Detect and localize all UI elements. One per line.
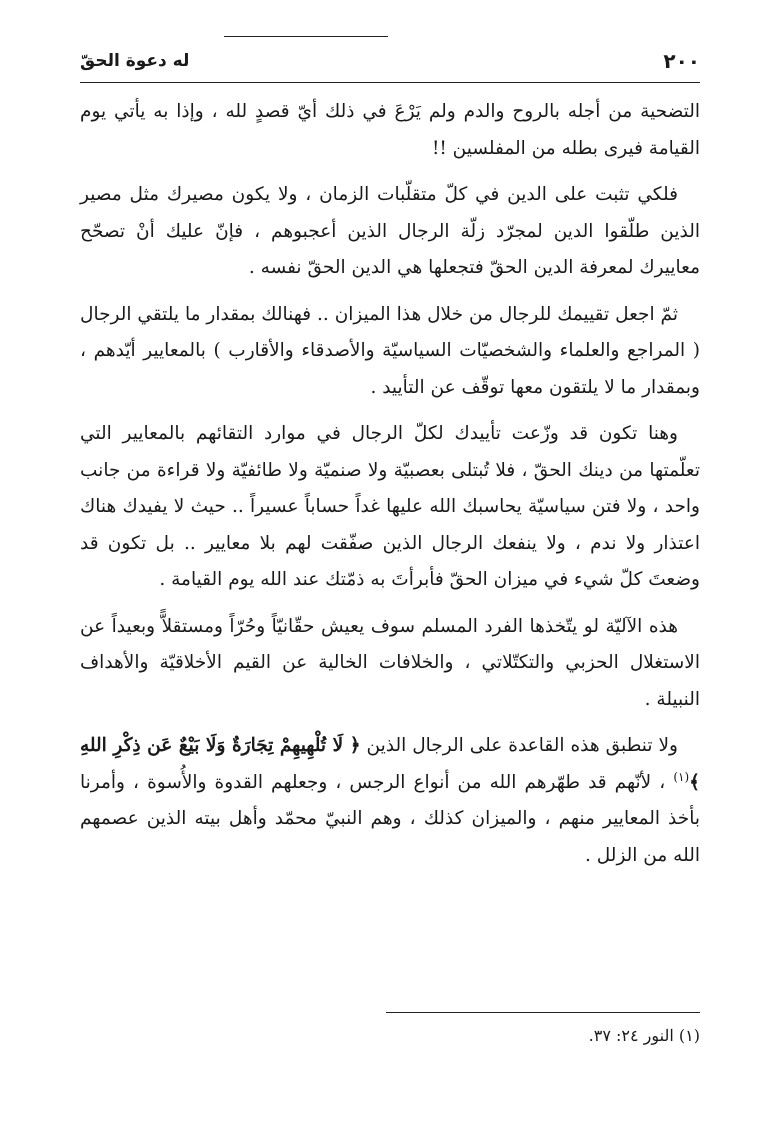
paragraph-6-rest: ، لأنّهم قد طهّرهم الله من أنواع الرجس ، وجعلهم القدوة والأُسوة ، وأمرنا بأخذ المعايير منهم ، والميزان كذلك ، وهم النبيّ محمّد وأهل بيته الذين عصمهم الله من الزلل . — [80, 771, 700, 866]
paragraph-6-lead: ولا تنطبق هذه القاعدة على الرجال الذين — [366, 735, 678, 756]
running-title: له دعوة الحقّ — [80, 51, 190, 71]
paragraph-2: فلكي تثبت على الدين في كلّ متقلّبات الزمان ، ولا يكون مصيرك مثل مصير الذين طلّقوا الدين لمجرّد زلّة الرجال الذين أعجبوهم ، فإنّ عليك أنْ تصحّح معاييرك لمعرفة الدين الحقّ فتجعلها هي الدين الحقّ نفسه . — [80, 184, 700, 278]
header-top-rule — [224, 36, 388, 37]
header-underline — [80, 82, 700, 83]
paragraph-1: التضحية من أجله بالروح والدم ولم يَرْعَ في ذلك أيّ قصدٍ لله ، وإذا به يأتي يوم القيامة فيرى بطله من المفلسين !! — [80, 101, 700, 159]
running-head — [80, 44, 700, 78]
paragraph-3: ثمّ اجعل تقييمك للرجال من خلال هذا الميزان .. فهنالك بمقدار ما يلتقي الرجال ( المراجع والعلماء والشخصيّات السياسيّة والأصدقاء والأقارب ) بالمعايير أيّدهم ، وبمقدار ما لا يلتقون معها توقّف عن التأييد . — [80, 303, 700, 398]
paragraph-5: هذه الآليّة لو يتّخذها الفرد المسلم سوف يعيش حقّانيّاً وحُرّاً ومستقلاًّ وبعيداً عن الاستغلال الحزبي والتكتّلاتي ، والخلافات الخالية عن القيم الأخلاقيّة والأهداف النبيلة . — [80, 615, 700, 710]
page-number: ٢٠٠ — [663, 49, 700, 73]
footnote-rule — [386, 1012, 700, 1013]
body-text — [80, 94, 700, 884]
paragraph-4: وهنا تكون قد وزّعت تأييدك لكلّ الرجال في موارد التقائهم بالمعايير التي تعلّمتها من دينك الحقّ ، فلا تُبتلى بعصبيّة ولا صنميّة ولا طائفيّة ولا قراءة من جانب واحد ، ولا فتن سياسيّة يحاسبك الله عليها غداً حساباً عسيراً .. حيث لا يفيدك هناك اعتذار ولا ندم ، ولا ينفعك الرجال الذين صفّقت لهم بلا معايير .. بل تكون قد وضعتَ كلّ شيء في ميزان الحقّ فأبرأتَ به ذمّتك عند الله يوم القيامة . — [80, 423, 700, 590]
paragraph-6 — [80, 728, 700, 874]
footnote-reference: (١) — [673, 769, 690, 784]
quran-verse: ﴿ لَا تُلْهِيهِمْ تِجَارَةٌ وَلَا بَيْعٌ عَن ذِكْرِ اللهِ ﴾ — [80, 735, 700, 793]
footnote: (١) النور ٢٤: ٣٧. — [588, 1026, 700, 1045]
